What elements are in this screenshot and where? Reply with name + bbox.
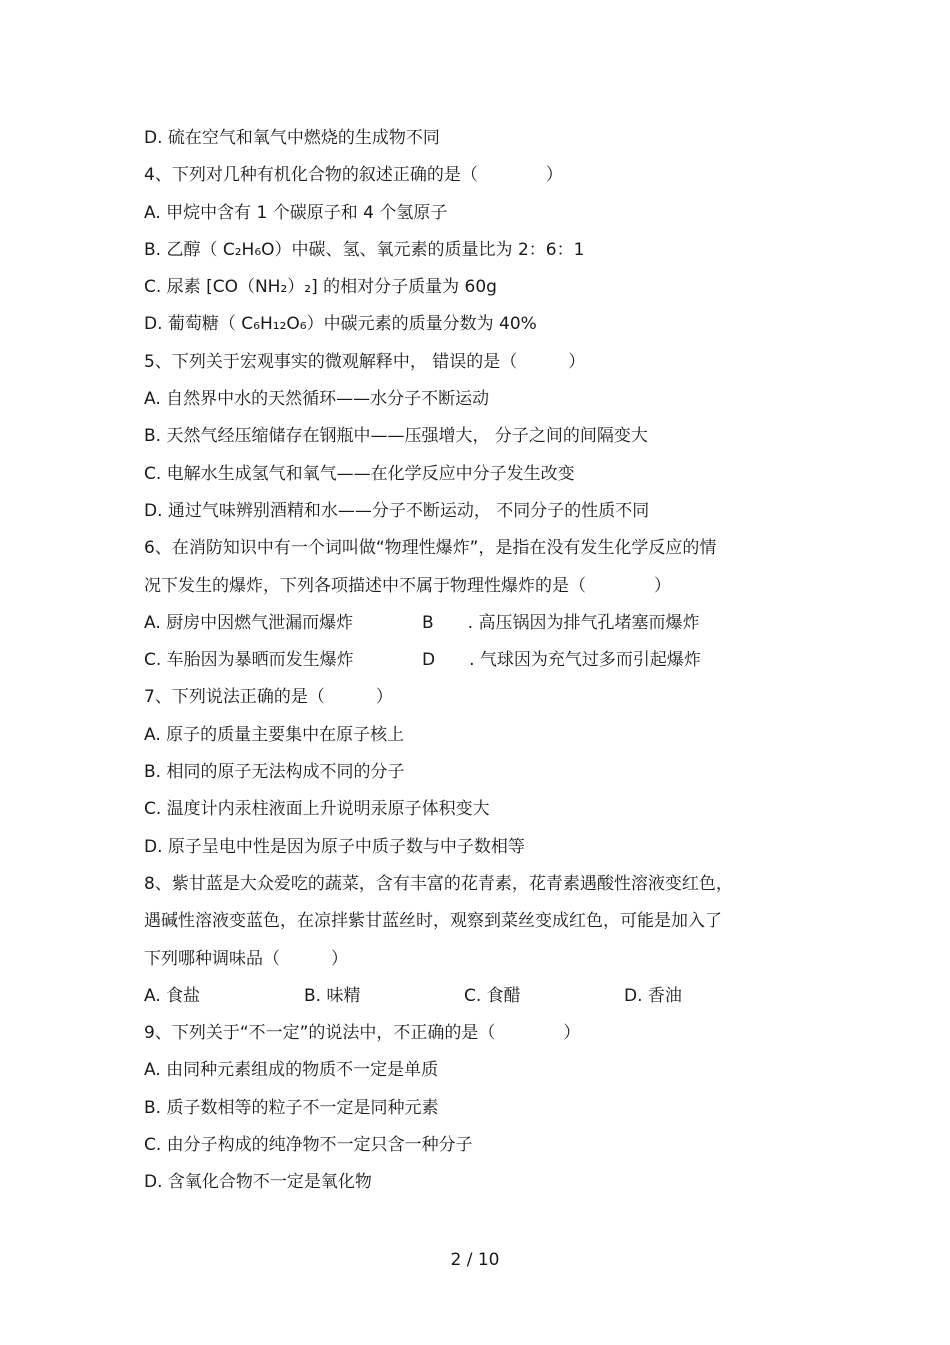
q4-option-c: C. 尿素 [CO（NH₂）₂] 的相对分子质量为 60g — [144, 277, 497, 298]
q7-option-c: C. 温度计内汞柱液面上升说明汞原子体积变大 — [144, 799, 490, 820]
q3-option-d: D. 硫在空气和氧气中燃烧的生成物不同 — [144, 128, 440, 148]
q6-stem-line2: 况下发生的爆炸，下列各项描述中不属于物理性爆炸的是（ ） — [144, 575, 671, 596]
q7-option-b: B. 相同的原子无法构成不同的分子 — [144, 762, 405, 783]
q7-stem: 7、下列说法正确的是（ ） — [144, 687, 393, 708]
q6-options-row1 — [144, 605, 784, 642]
q4-stem: 4、下列对几种有机化合物的叙述正确的是（ ） — [144, 165, 563, 186]
q6-option-d: D . 气球因为充气过多而引起爆炸 — [422, 650, 701, 671]
q9-option-d: D. 含氧化合物不一定是氧化物 — [144, 1172, 372, 1193]
q8-options — [144, 978, 784, 1015]
q6-option-b: B . 高压锅因为排气孔堵塞而爆炸 — [422, 612, 700, 633]
q8-option-a: A. 食盐 — [144, 985, 201, 1006]
q5-option-c: C. 电解水生成氢气和氧气——在化学反应中分子发生改变 — [144, 463, 575, 484]
q7-option-d: D. 原子呈电中性是因为原子中质子数与中子数相等 — [144, 836, 525, 857]
q9-stem: 9、下列关于“不一定”的说法中，不正确的是（ ） — [144, 1023, 581, 1044]
q5-stem: 5、下列关于宏观事实的微观解释中， 错误的是（ ） — [144, 351, 586, 372]
q6-stem-line1: 6、在消防知识中有一个词叫做“物理性爆炸”，是指在没有发生化学反应的情 — [144, 538, 717, 559]
q7-option-a: A. 原子的质量主要集中在原子核上 — [144, 724, 405, 745]
q5-option-d: D. 通过气味辨别酒精和水——分子不断运动， 不同分子的性质不同 — [144, 500, 650, 521]
q8-stem-line2: 遇碱性溶液变蓝色，在凉拌紫甘蓝丝时，观察到菜丝变成红色，可能是加入了 — [144, 911, 722, 932]
q9-option-b: B. 质子数相等的粒子不一定是同种元素 — [144, 1097, 439, 1118]
q6-options-row2 — [144, 642, 784, 679]
q8-stem-line3: 下列哪种调味品（ ） — [144, 948, 348, 969]
q8-option-c: C. 食醋 — [464, 985, 521, 1006]
q9-option-a: A. 由同种元素组成的物质不一定是单质 — [144, 1060, 439, 1081]
q5-option-b: B. 天然气经压缩储存在钢瓶中——压强增大， 分子之间的间隔变大 — [144, 426, 648, 447]
q4-option-b: B. 乙醇（ C₂H₆O）中碳、氢、氧元素的质量比为 2：6：1 — [144, 239, 585, 260]
q8-option-b: B. 味精 — [304, 985, 361, 1006]
q6-option-a: A. 厨房中因燃气泄漏而爆炸 — [144, 612, 354, 633]
q5-option-a: A. 自然界中水的天然循环——水分子不断运动 — [144, 389, 490, 410]
question-content — [144, 120, 784, 1202]
q4-option-d: D. 葡萄糖（ C₆H₁₂O₆）中碳元素的质量分数为 40% — [144, 314, 537, 335]
page-number: 2 / 10 — [450, 1250, 500, 1270]
q8-option-d: D. 香油 — [624, 985, 682, 1006]
q9-option-c: C. 由分子构成的纯净物不一定只含一种分子 — [144, 1135, 473, 1156]
q8-stem-line1: 8、紫甘蓝是大众爱吃的蔬菜，含有丰富的花青素，花青素遇酸性溶液变红色， — [144, 873, 733, 894]
q6-option-c: C. 车胎因为暴晒而发生爆炸 — [144, 650, 354, 671]
q4-option-a: A. 甲烷中含有 1 个碳原子和 4 个氢原子 — [144, 202, 448, 223]
